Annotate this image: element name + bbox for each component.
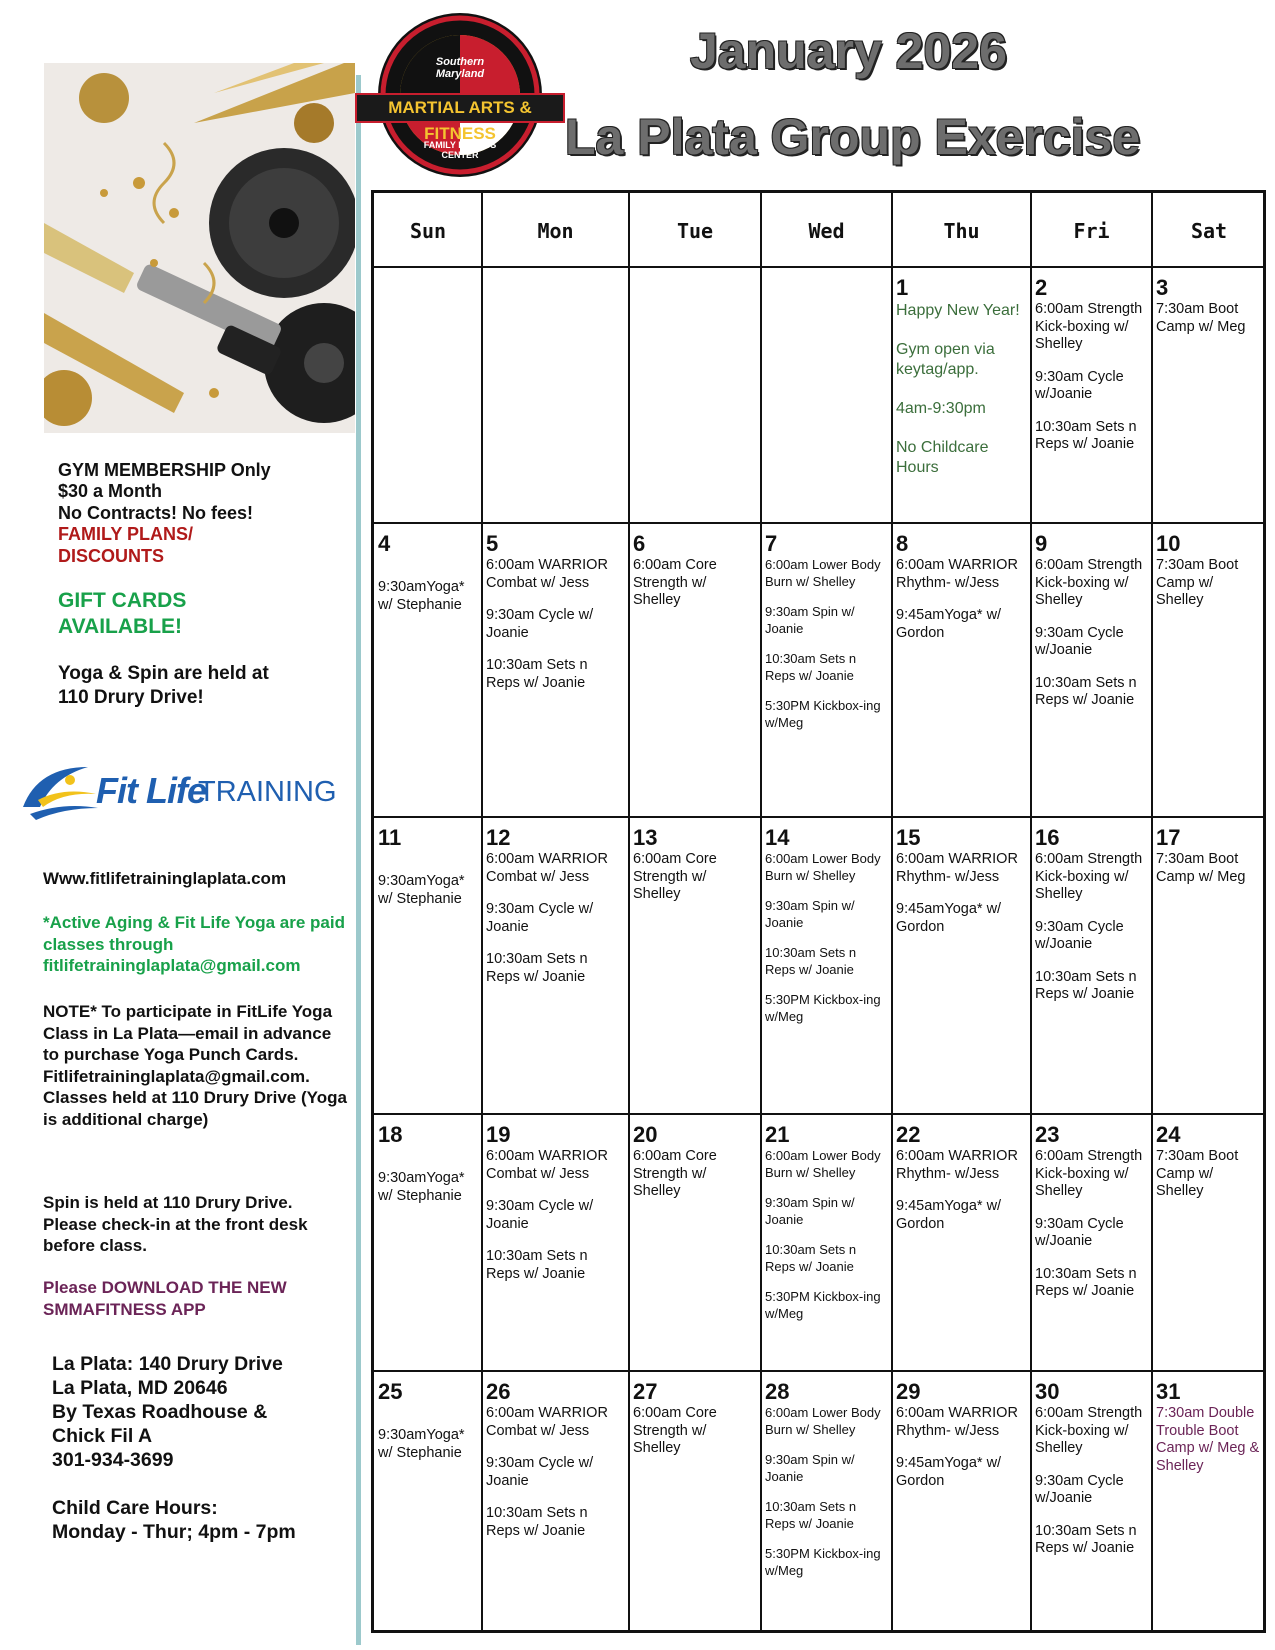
spin-note: Spin is held at 110 Drury Drive. Please check-in at the front desk before class. xyxy=(43,1193,308,1255)
family-plans: FAMILY PLANS/ DISCOUNTS xyxy=(58,524,194,566)
day-number: 10 xyxy=(1156,531,1181,556)
empty-day-cell xyxy=(374,267,482,523)
logo-top-text: Southern Maryland xyxy=(435,56,485,80)
class-event: Happy New Year! xyxy=(896,302,1020,319)
fitlife-training-logo xyxy=(18,762,337,822)
day-cell-17 xyxy=(1152,817,1266,1114)
day-number: 20 xyxy=(633,1122,658,1147)
day-cell-19 xyxy=(482,1114,629,1371)
day-number: 22 xyxy=(896,1122,921,1147)
class-event: 6:00am Lower Body Burn w/ Shelley xyxy=(765,1405,881,1437)
class-event: 9:30amYoga* w/ Stephanie xyxy=(378,579,465,613)
class-event: 10:30am Sets n Reps w/ Joanie xyxy=(486,1248,588,1282)
class-event: 6:00am WARRIOR Combat w/ Jess xyxy=(486,1405,608,1439)
class-event: 9:45amYoga* w/ Gordon xyxy=(896,901,1002,935)
day-cell-16 xyxy=(1031,817,1152,1114)
childcare-hours: Monday - Thur; 4pm - 7pm xyxy=(52,1521,296,1543)
class-event: 6:00am Strength Kick-boxing w/ Shelley xyxy=(1035,851,1143,902)
class-event: 6:00am WARRIOR Rhythm- w/Jess xyxy=(896,1405,1018,1439)
day-cell-30 xyxy=(1031,1371,1152,1633)
day-number: 26 xyxy=(486,1379,511,1404)
class-event: 9:30am Spin w/ Joanie xyxy=(765,898,855,930)
membership-line-2: $30 a Month xyxy=(58,481,163,501)
day-number: 13 xyxy=(633,825,658,850)
class-event: 6:00am Strength Kick-boxing w/ Shelley xyxy=(1035,1405,1143,1456)
day-number: 3 xyxy=(1156,275,1169,300)
day-number: 30 xyxy=(1035,1379,1060,1404)
day-cell-27 xyxy=(629,1371,761,1633)
active-aging-note: *Active Aging & Fit Life Yoga are paid classes through fitlifetraininglaplata@gmail.com xyxy=(43,913,345,975)
training-word: TRAINING xyxy=(198,776,337,808)
class-event: 9:30am Spin w/ Joanie xyxy=(765,604,855,636)
class-event: 6:00am WARRIOR Rhythm- w/Jess xyxy=(896,557,1018,591)
day-cell-31 xyxy=(1152,1371,1266,1633)
class-event: 6:00am Strength Kick-boxing w/ Shelley xyxy=(1035,301,1143,352)
membership-line-3: No Contracts! No fees! xyxy=(58,503,254,523)
class-event: 6:00am Strength Kick-boxing w/ Shelley xyxy=(1035,1148,1143,1199)
day-of-week-sun: Sun xyxy=(409,219,447,243)
class-event: 6:00am Lower Body Burn w/ Shelley xyxy=(765,557,881,589)
class-event: 6:00am Core Strength w/ Shelley xyxy=(633,1148,717,1199)
fitlife-word: Fit Life xyxy=(96,770,206,811)
class-event: 10:30am Sets n Reps w/ Joanie xyxy=(765,945,857,977)
day-cell-2 xyxy=(1031,267,1152,523)
day-number: 2 xyxy=(1035,275,1048,300)
class-event: 10:30am Sets n Reps w/ Joanie xyxy=(486,951,588,985)
phone-number: 301-934-3699 xyxy=(52,1449,174,1471)
day-number: 19 xyxy=(486,1122,511,1147)
logo-main-text: MARTIAL ARTS & FITNESS xyxy=(355,93,565,123)
class-event: 9:45amYoga* w/ Gordon xyxy=(896,1198,1002,1232)
day-number: 27 xyxy=(633,1379,658,1404)
day-number: 14 xyxy=(765,825,790,850)
class-event: 10:30am Sets n Reps w/ Joanie xyxy=(765,651,857,683)
yoga-note: NOTE* To participate in FitLife Yoga Class in La Plata—email in advance to purchase Yoga Punch Cards. Fitlifetraininglaplata@gmail.com. Classes held at 110 Drury Drive (Yoga is additional charge) xyxy=(43,1002,347,1129)
class-event: 10:30am Sets n Reps w/ Joanie xyxy=(486,1505,588,1539)
day-cell-3 xyxy=(1152,267,1266,523)
day-cell-5 xyxy=(482,523,629,817)
class-event: 6:00am WARRIOR Combat w/ Jess xyxy=(486,1148,608,1182)
class-event: 10:30am Sets n Reps w/ Joanie xyxy=(1035,418,1137,452)
class-event: 9:30am Cycle w/ Joanie xyxy=(486,901,594,935)
day-number: 12 xyxy=(486,825,511,850)
class-event: 10:30am Sets n Reps w/ Joanie xyxy=(765,1242,857,1274)
day-cell-8 xyxy=(892,523,1031,817)
day-number: 31 xyxy=(1156,1379,1181,1404)
class-event: 9:30am Cycle w/Joanie xyxy=(1035,1215,1124,1249)
class-event: 5:30PM Kickbox-ing w/Meg xyxy=(765,698,881,730)
day-number: 11 xyxy=(378,825,402,850)
class-event: 9:30amYoga* w/ Stephanie xyxy=(378,1170,465,1204)
class-event: 10:30am Sets n Reps w/ Joanie xyxy=(765,1499,857,1531)
class-event: 9:30am Cycle w/Joanie xyxy=(1035,368,1124,402)
class-event: 10:30am Sets n Reps w/ Joanie xyxy=(1035,1265,1137,1299)
day-of-week-fri: Fri xyxy=(1073,219,1110,243)
calendar-grid xyxy=(371,190,1266,1633)
day-cell-22 xyxy=(892,1114,1031,1371)
day-number: 23 xyxy=(1035,1122,1060,1147)
day-cell-20 xyxy=(629,1114,761,1371)
class-event: 5:30PM Kickbox-ing w/Meg xyxy=(765,1289,881,1321)
class-event: Gym open via keytag/app. xyxy=(896,341,995,378)
address-line-2: La Plata, MD 20646 xyxy=(52,1377,228,1399)
class-event: 7:30am Boot Camp w/ Meg xyxy=(1156,851,1246,885)
class-event: 9:30am Cycle w/ Joanie xyxy=(486,1455,594,1489)
empty-day-cell xyxy=(629,267,761,523)
day-of-week-sat: Sat xyxy=(1190,219,1228,243)
day-cell-25 xyxy=(374,1371,482,1633)
class-event: 7:30am Double Trouble Boot Camp w/ Meg & Shelley xyxy=(1156,1405,1260,1474)
day-cell-26 xyxy=(482,1371,629,1633)
class-event: No Childcare Hours xyxy=(896,439,989,476)
class-event: 7:30am Boot Camp w/ Shelley xyxy=(1156,1148,1239,1199)
empty-day-cell xyxy=(761,267,892,523)
class-event: 6:00am Core Strength w/ Shelley xyxy=(633,851,717,902)
day-number: 16 xyxy=(1035,825,1060,850)
class-event: 6:00am Core Strength w/ Shelley xyxy=(633,1405,717,1456)
app-note: Please DOWNLOAD THE NEW SMMAFITNESS APP xyxy=(43,1278,287,1319)
class-event: 7:30am Boot Camp w/ Meg xyxy=(1156,301,1246,335)
class-event: 9:30amYoga* w/ Stephanie xyxy=(378,1427,465,1461)
address-line-1: La Plata: 140 Drury Drive xyxy=(52,1353,283,1375)
new-year-fitness-photo xyxy=(44,63,355,433)
class-event: 9:30am Cycle w/ Joanie xyxy=(486,1198,594,1232)
day-cell-24 xyxy=(1152,1114,1266,1371)
class-event: 6:00am Core Strength w/ Shelley xyxy=(633,557,717,608)
class-event: 6:00am WARRIOR Rhythm- w/Jess xyxy=(896,851,1018,885)
class-event: 5:30PM Kickbox-ing w/Meg xyxy=(765,1546,881,1578)
day-number: 15 xyxy=(896,825,921,850)
address-block xyxy=(52,1352,352,1544)
yoga-spin-location: Yoga & Spin are held at 110 Drury Drive! xyxy=(58,663,269,708)
day-of-week-tue: Tue xyxy=(676,219,714,243)
day-cell-29 xyxy=(892,1371,1031,1633)
class-event: 5:30PM Kickbox-ing w/Meg xyxy=(765,992,881,1024)
childcare-title: Child Care Hours: xyxy=(52,1497,218,1519)
class-event: 6:00am Strength Kick-boxing w/ Shelley xyxy=(1035,557,1143,608)
day-cell-11 xyxy=(374,817,482,1114)
day-number: 21 xyxy=(765,1122,790,1147)
day-number: 24 xyxy=(1156,1122,1181,1147)
class-event: 9:30am Spin w/ Joanie xyxy=(765,1452,855,1484)
class-event: 9:30am Cycle w/Joanie xyxy=(1035,1472,1124,1506)
class-event: 10:30am Sets n Reps w/ Joanie xyxy=(1035,968,1137,1002)
sidebar-divider xyxy=(356,75,361,1645)
class-event: 6:00am Lower Body Burn w/ Shelley xyxy=(765,1148,881,1180)
day-number: 18 xyxy=(378,1122,403,1147)
class-event: 4am-9:30pm xyxy=(896,400,986,417)
membership-line-1: GYM MEMBERSHIP Only xyxy=(58,460,271,480)
day-cell-13 xyxy=(629,817,761,1114)
day-cell-7 xyxy=(761,523,892,817)
day-cell-18 xyxy=(374,1114,482,1371)
day-cell-1 xyxy=(892,267,1031,523)
day-number: 29 xyxy=(896,1379,921,1404)
address-line-3: By Texas Roadhouse & xyxy=(52,1401,268,1423)
class-event: 10:30am Sets n Reps w/ Joanie xyxy=(1035,674,1137,708)
day-cell-6 xyxy=(629,523,761,817)
class-event: 10:30am Sets n Reps w/ Joanie xyxy=(486,657,588,691)
day-number: 9 xyxy=(1035,531,1048,556)
day-cell-28 xyxy=(761,1371,892,1633)
day-of-week-wed: Wed xyxy=(808,219,845,243)
logo-bottom-text: FAMILY FITNESS CENTER xyxy=(423,140,497,160)
class-event: 10:30am Sets n Reps w/ Joanie xyxy=(1035,1522,1137,1556)
day-of-week-mon: Mon xyxy=(537,219,574,243)
class-event: 6:00am WARRIOR Rhythm- w/Jess xyxy=(896,1148,1018,1182)
day-number: 4 xyxy=(378,531,391,556)
empty-day-cell xyxy=(482,267,629,523)
day-of-week-thu: Thu xyxy=(943,219,980,243)
class-event: 9:30am Cycle w/ Joanie xyxy=(486,607,594,641)
class-event: 9:45amYoga* w/ Gordon xyxy=(896,607,1002,641)
class-event: 6:00am Lower Body Burn w/ Shelley xyxy=(765,851,881,883)
class-event: 6:00am WARRIOR Combat w/ Jess xyxy=(486,557,608,591)
day-cell-21 xyxy=(761,1114,892,1371)
class-event: 7:30am Boot Camp w/ Shelley xyxy=(1156,557,1239,608)
day-number: 6 xyxy=(633,531,646,556)
class-event: 9:30am Cycle w/Joanie xyxy=(1035,624,1124,658)
day-cell-14 xyxy=(761,817,892,1114)
class-event: 9:30am Spin w/ Joanie xyxy=(765,1195,855,1227)
smma-logo xyxy=(355,10,565,180)
address-line-4: Chick Fil A xyxy=(52,1425,153,1447)
gift-cards: GIFT CARDS AVAILABLE! xyxy=(58,589,187,638)
day-cell-10 xyxy=(1152,523,1266,817)
day-cell-15 xyxy=(892,817,1031,1114)
class-event: 6:00am WARRIOR Combat w/ Jess xyxy=(486,851,608,885)
month-title: January 2026 xyxy=(690,23,1007,79)
day-cell-9 xyxy=(1031,523,1152,817)
day-number: 17 xyxy=(1156,825,1181,850)
day-cell-23 xyxy=(1031,1114,1152,1371)
day-cell-4 xyxy=(374,523,482,817)
day-cell-12 xyxy=(482,817,629,1114)
page-subtitle: La Plata Group Exercise xyxy=(565,109,1141,165)
class-event: 9:30amYoga* w/ Stephanie xyxy=(378,873,465,907)
class-event: 9:30am Cycle w/Joanie xyxy=(1035,918,1124,952)
day-number: 25 xyxy=(378,1379,403,1404)
class-event: 9:45amYoga* w/ Gordon xyxy=(896,1455,1002,1489)
website: Www.fitlifetraininglaplata.com xyxy=(43,869,287,888)
day-number: 7 xyxy=(765,531,778,556)
day-number: 28 xyxy=(765,1379,790,1404)
day-number: 5 xyxy=(486,531,499,556)
day-number: 8 xyxy=(896,531,909,556)
day-number: 1 xyxy=(896,275,909,300)
